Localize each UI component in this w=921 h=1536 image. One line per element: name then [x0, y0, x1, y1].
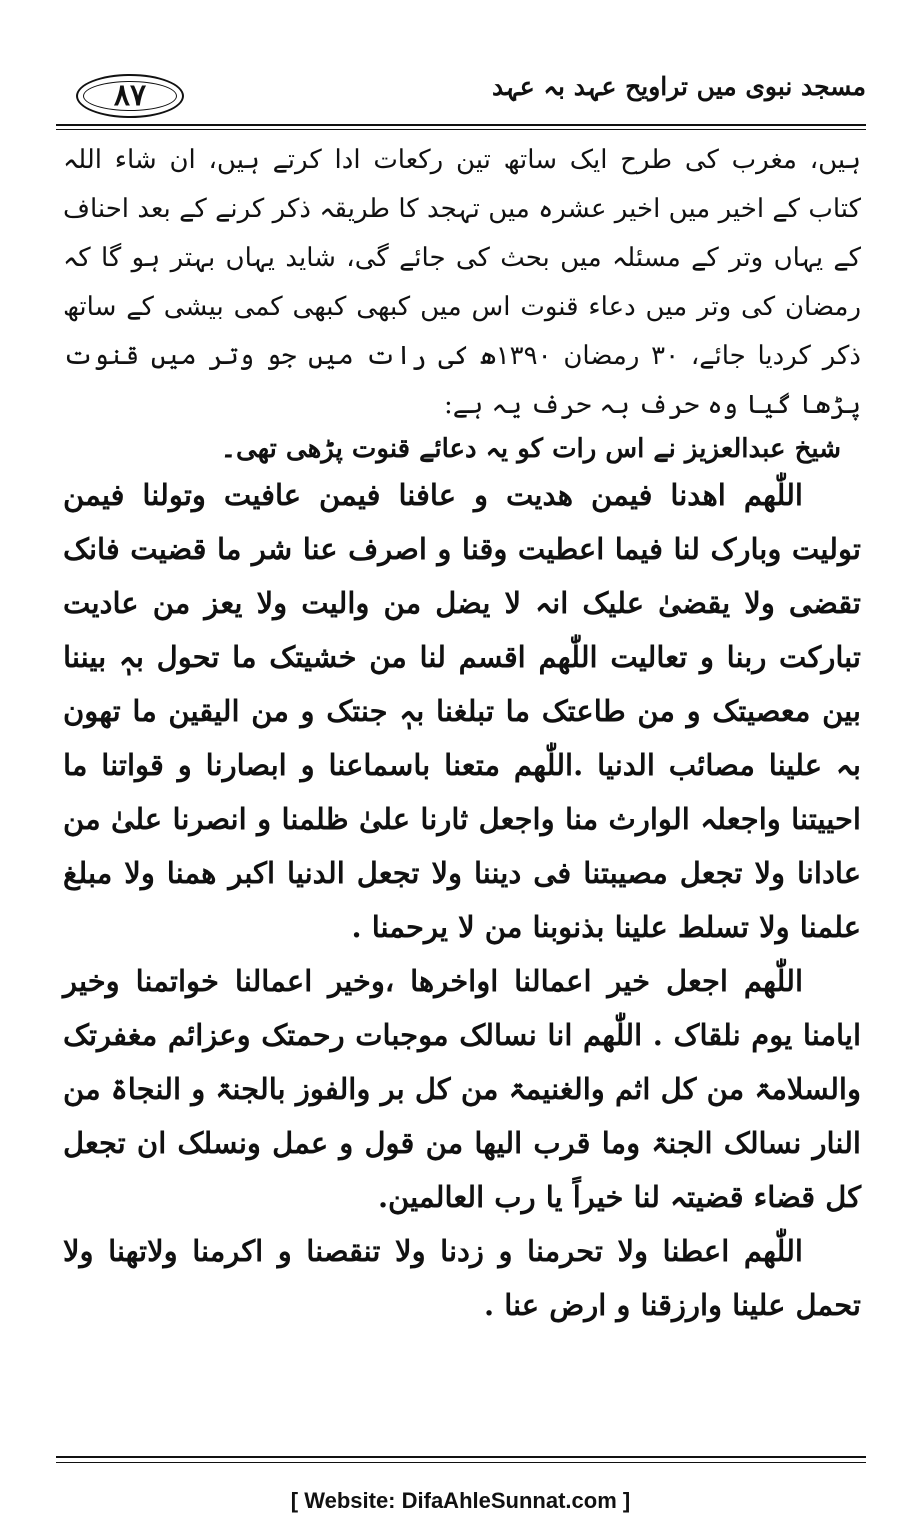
dua-paragraph-2: اللّٰھم اجعل خیر اعمالنا اواخرھا ،وخیر اعمالنا خواتمنا وخیر ایامنا یوم نلقاک . اللّٰھم انا نسالک موجبات رحمتک وعزائم مغفرتک والسلامۃ من کل اثم والغنیمۃ من کل بر والفوز بالجنۃ و النجاۃ من النار نسالک الجنۃ وما قرب الیھا من قول و عمل ونسلک ان تجعل کل قضاء قضیتہ لنا خیراً یا رب العالمین. — [63, 964, 861, 1214]
dua-intro: شیخ عبدالعزیز نے اس رات کو یہ دعائے قنوت پڑھی تھی۔ — [220, 434, 841, 464]
page-header — [56, 66, 866, 118]
website-footer: [ Website: DifaAhleSunnat.com ] — [290, 1488, 631, 1513]
dua-paragraph-1: اللّٰھم اھدنا فیمن ھدیت و عافنا فیمن عافیت وتولنا فیمن تولیت وبارک لنا فیما اعطیت وقنا و اصرف عنا شر ما قضیت فانک تقضی ولا یقضیٰ علیک انہ لا یضل من والیت ولا یعز من عادیت تبارکت ربنا و تعالیت اللّٰھم اقسم لنا من خشیتک ما تحول بہٖ بیننا بین معصیتک و من طاعتک ما تبلغنا بہٖ جنتک و من الیقین ما تھون بہ علینا مصائب الدنیا .اللّٰھم متعنا باسماعنا و ابصارنا و قواتنا ما احییتنا واجعلہ الوارث منا واجعل ثارنا علیٰ ظلمنا و انصرنا علیٰ من عادانا ولا تجعل مصیبتنا فی دیننا ولا تجعل الدنیا اکبر ھمنا ولا مبلغ علمنا ولا تسلط علینا بذنوبنا من لا یرحمنا . — [63, 478, 861, 944]
header-rule-thin — [56, 129, 866, 130]
page-number: ۸۷ — [76, 74, 184, 118]
page-body — [63, 136, 861, 1332]
footer-rule-thin — [56, 1462, 866, 1463]
header-rule — [56, 124, 866, 126]
book-title: مسجد نبوی میں تراویح عہد بہ عہد — [492, 72, 866, 101]
urdu-paragraph: ہیں، مغرب کی طرح ایک ساتھ تین رکعات ادا کرتے ہیں، ان شاء اللہ کتاب کے اخیر میں اخیر عشرہ میں تہجد کا طریقہ ذکر کرنے کے بعد احناف کے یہاں وتر کے مسئلہ میں بحث کی جائے گی، شاید یہاں بہتر ہو گا کہ رمضان کی وتر میں دعاء قنوت اس میں کبھی کبھی کمی بیشی کے ساتھ ذکر کردیا جائے، ۳۰ رمضان ۱۳۹۰ھ کی رات میں جو وتر میں قنوت پڑھا گیا وہ حرف بہ حرف یہ ہے: — [63, 145, 862, 420]
footer-rule — [56, 1456, 866, 1458]
dua-paragraph-3: اللّٰھم اعطنا ولا تحرمنا و زدنا ولا تنقصنا و اکرمنا ولاتھنا ولا تحمل علینا وارزقنا و ارض عنا . — [63, 1234, 861, 1322]
